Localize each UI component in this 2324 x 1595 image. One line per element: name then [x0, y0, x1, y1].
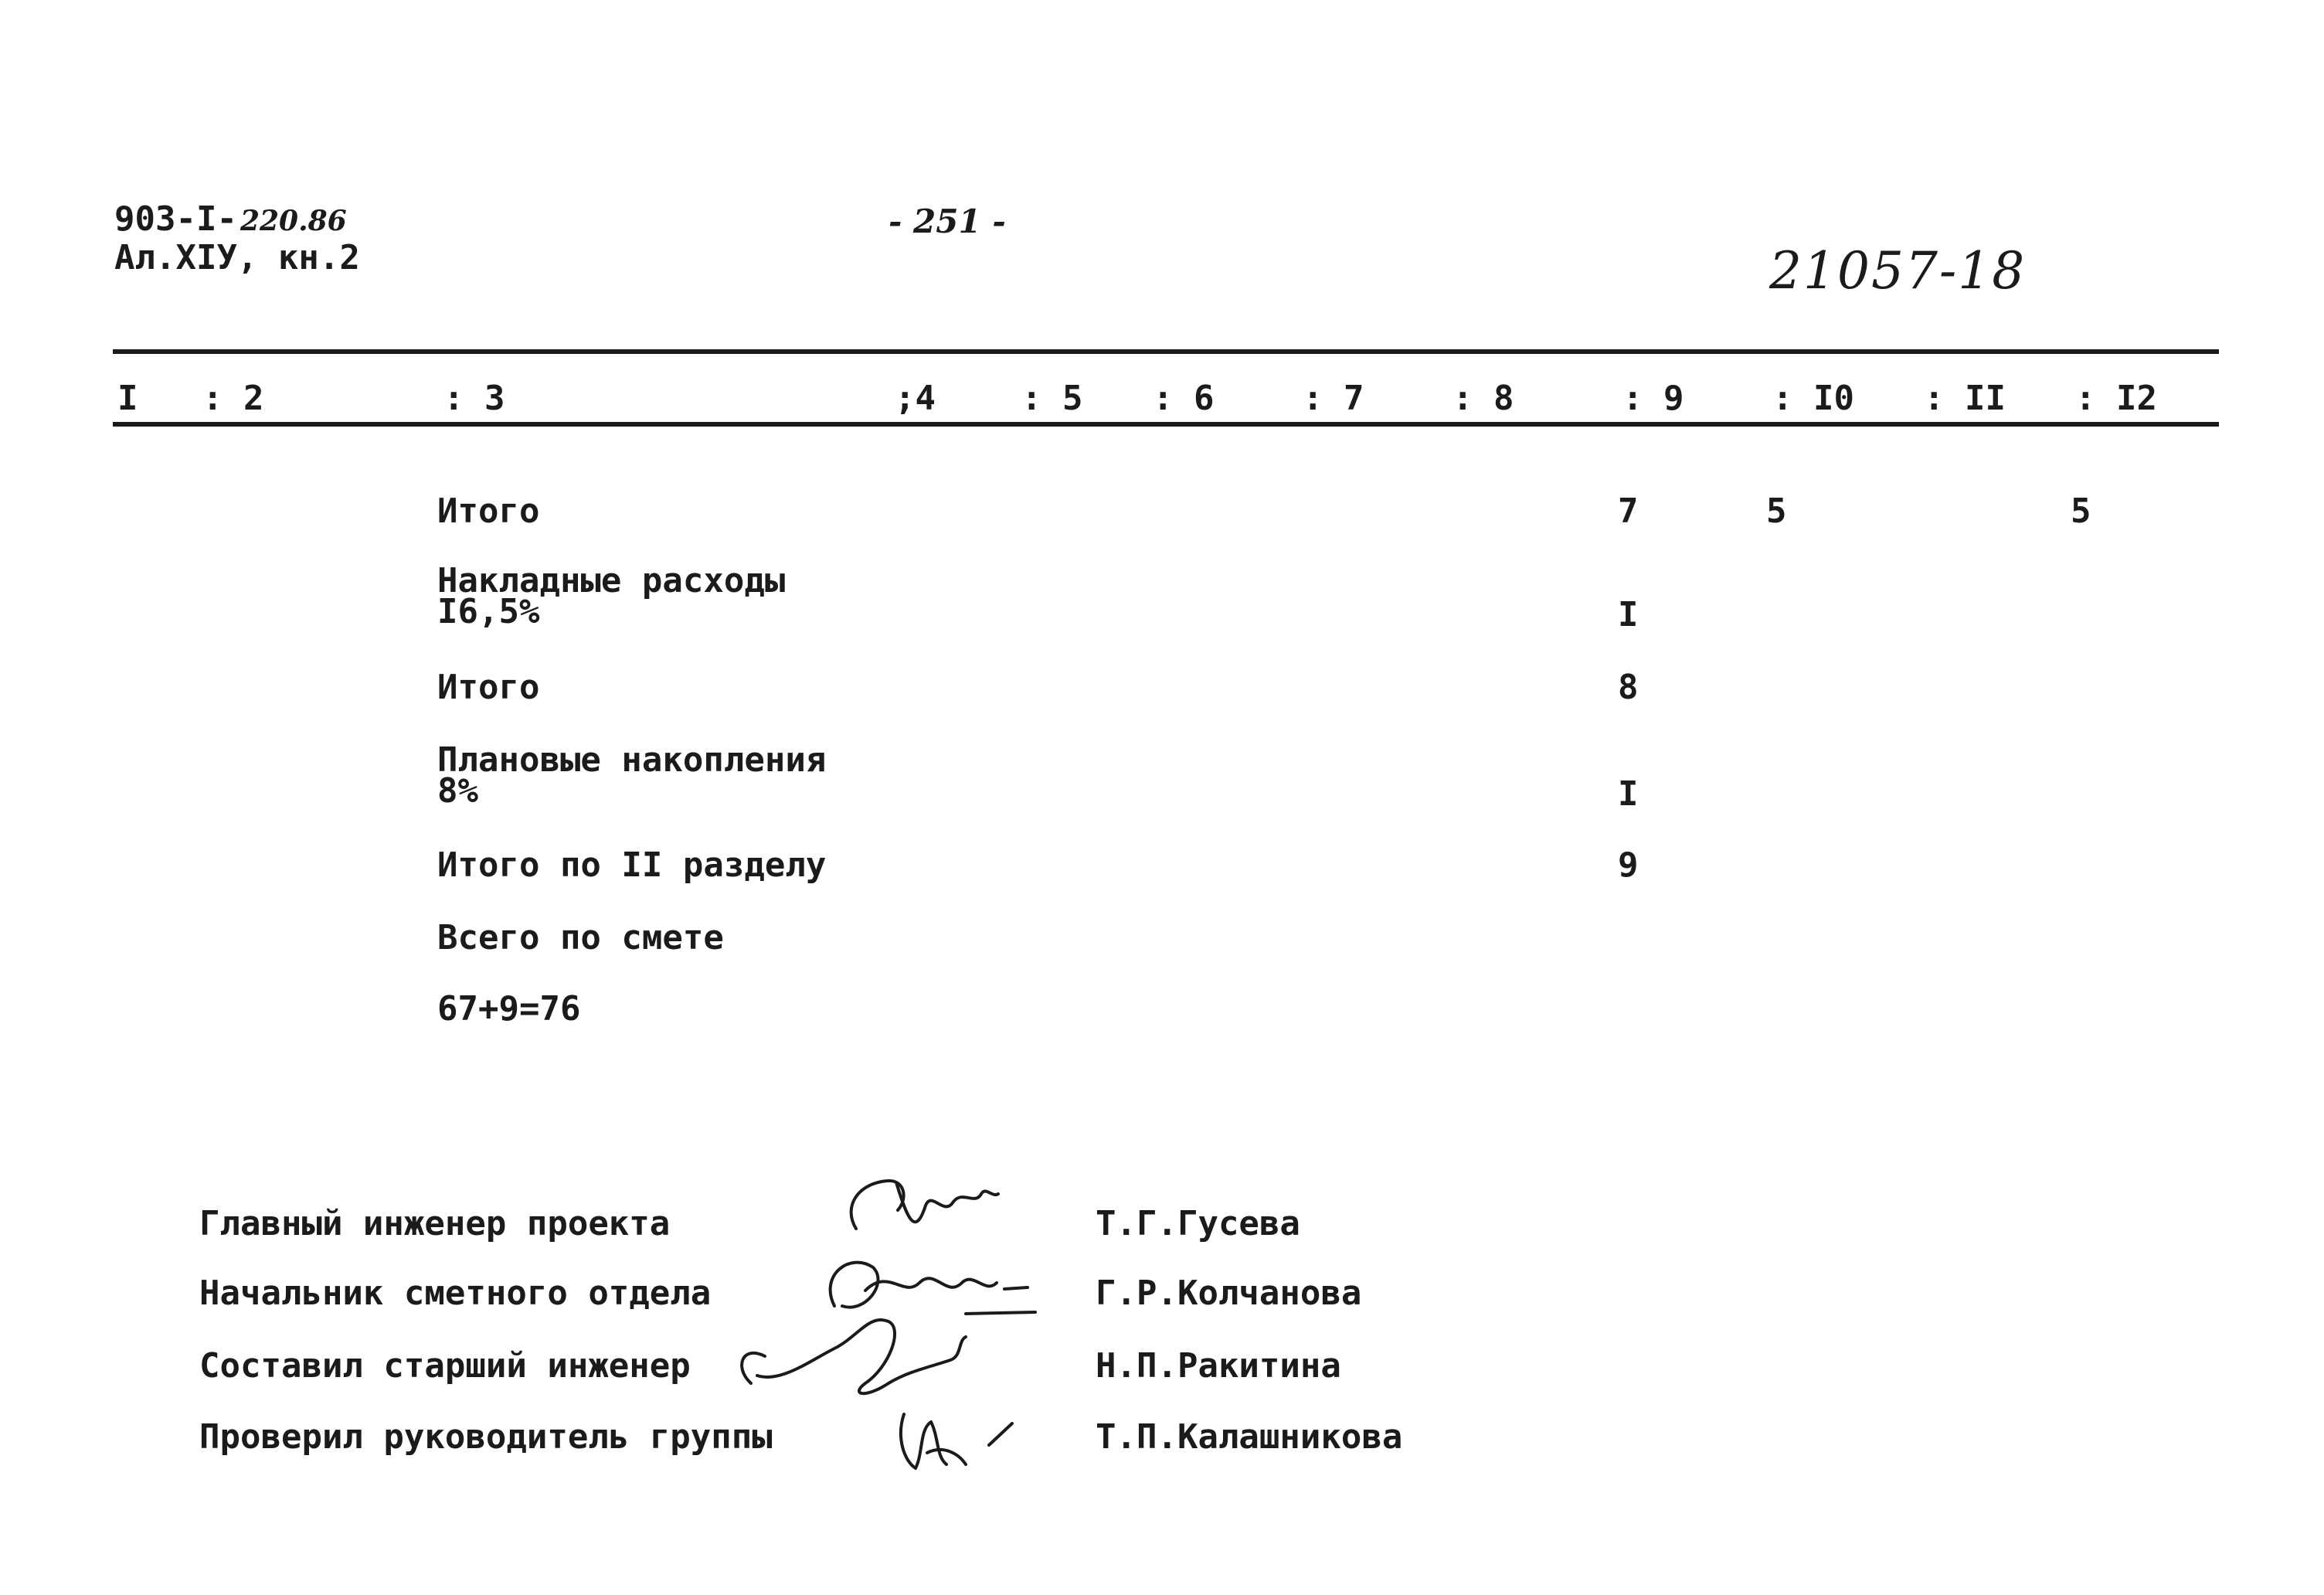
column-number: : 2: [202, 379, 264, 418]
signature-1: [851, 1181, 998, 1229]
signature-2: [831, 1263, 1035, 1314]
signature-role: Проверил руководитель группы: [199, 1417, 773, 1457]
column-number: : I0: [1772, 379, 1854, 418]
document-code: [114, 199, 347, 239]
cell-col9: 7: [1618, 491, 1639, 531]
column-number: : 3: [443, 379, 505, 418]
document-code-printed: 903-I-: [114, 199, 237, 239]
album-line: Ал.XIУ, кн.2: [114, 238, 360, 277]
row-label: 67+9=76: [437, 989, 581, 1029]
column-number: : 7: [1303, 379, 1364, 418]
signature-name: Т.П.Калашникова: [1096, 1417, 1403, 1457]
signature-3: [742, 1320, 966, 1393]
signature-4: [901, 1414, 1012, 1468]
column-number: : 8: [1452, 379, 1514, 418]
column-number: ;4: [895, 379, 936, 418]
row-label: Итого: [437, 668, 540, 707]
row-label-continued: I6,5%: [437, 592, 540, 631]
column-number: I: [117, 379, 138, 418]
row-label: Итого: [437, 491, 540, 531]
signature-name: Г.Р.Колчанова: [1096, 1274, 1362, 1313]
cell-col12: 5: [2071, 491, 2091, 531]
row-label: Итого по II разделу: [437, 845, 827, 885]
signature-role: Составил старший инженер: [199, 1346, 691, 1386]
signature-role: Начальник сметного отдела: [199, 1274, 712, 1313]
column-number: : 9: [1622, 379, 1684, 418]
archive-number: 21057-18: [1769, 241, 2027, 301]
row-label: Плановые накопления: [437, 740, 827, 780]
cell-col9: I: [1618, 595, 1639, 634]
signature-name: Н.П.Ракитина: [1096, 1346, 1341, 1386]
row-label: Всего по смете: [437, 918, 724, 957]
cell-col9: I: [1618, 774, 1639, 814]
column-number: : II: [1924, 379, 2006, 418]
cell-col9: 8: [1618, 668, 1639, 707]
row-label-continued: 8%: [437, 771, 478, 811]
signature-name: Т.Г.Гусева: [1096, 1204, 1300, 1243]
cell-col10: 5: [1766, 491, 1787, 531]
column-number: : I2: [2075, 379, 2157, 418]
column-number: : 6: [1153, 379, 1215, 418]
cell-col9: 9: [1618, 845, 1639, 885]
document-code-handwritten: 220.86: [240, 205, 347, 237]
page-number: - 251 -: [888, 202, 1006, 240]
table-header-underline: [113, 422, 2219, 427]
signature-role: Главный инженер проекта: [199, 1204, 671, 1243]
row-label: Накладные расходы: [437, 561, 786, 600]
column-number: : 5: [1021, 379, 1083, 418]
table-top-rule: [113, 349, 2219, 354]
